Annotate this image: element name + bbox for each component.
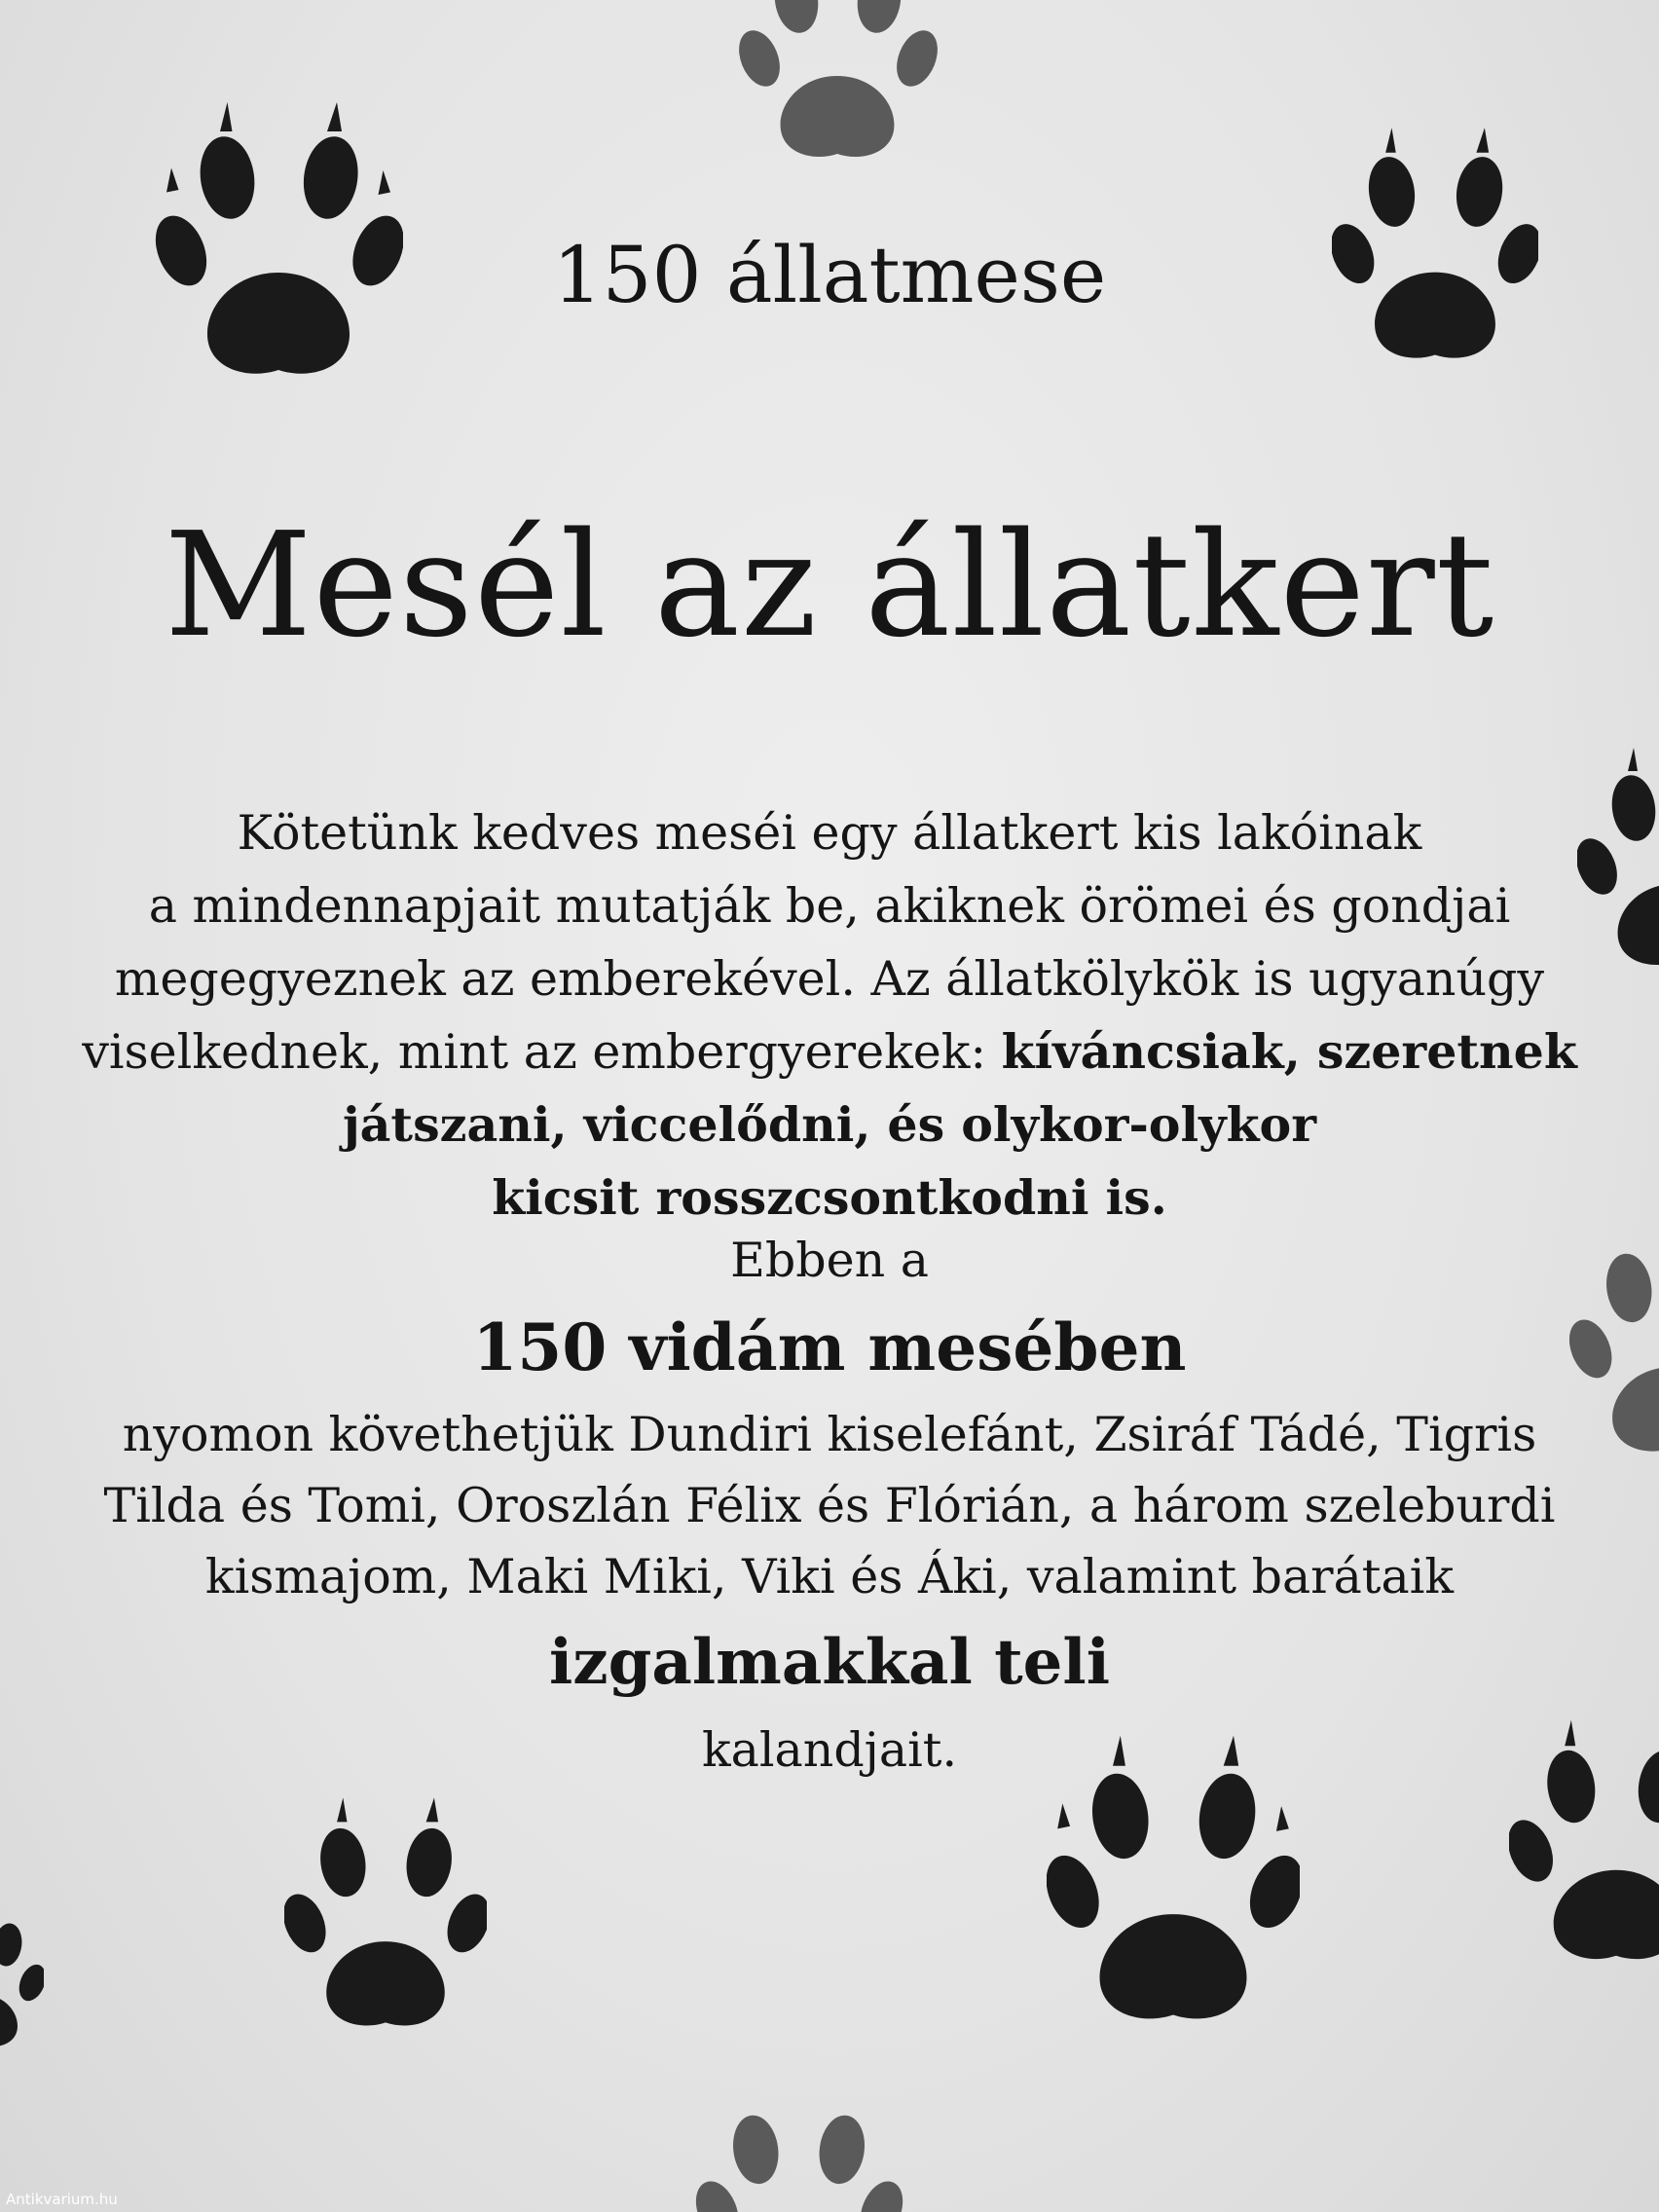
blurb-line: Kötetünk kedves meséi egy állatkert kis lakóinak [237, 805, 1422, 861]
blurb-line: kismajom, Maki Miki, Viki és Áki, valamint barátaik [204, 1549, 1455, 1604]
blurb-line: a mindennapjait mutatják be, akiknek örömei és gondjai [148, 878, 1511, 934]
paw-print-icon [0, 1879, 44, 2074]
blurb-line: Tilda és Tomi, Oroszlán Félix és Flórián, a három szeleburdi [103, 1478, 1556, 1533]
highlight-heading: 150 vidám mesében [472, 1309, 1187, 1385]
book-title: Mesél az állatkert [164, 501, 1495, 669]
blurb-emphasis: kíváncsiak, szeretnek [1001, 1023, 1577, 1080]
blurb-line [0, 1015, 1659, 1088]
paw-print-icon [725, 0, 949, 166]
blurb-line: kalandjait. [701, 1722, 958, 1778]
series-title: 150 állatmese [552, 230, 1107, 320]
watermark: Antikvarium.hu [6, 2191, 118, 2208]
blurb-emphasis-line: játszani, viccelődni, és olykor-olykor [342, 1096, 1317, 1153]
blurb-emphasis-line: kicsit rosszcsontkodni is. [492, 1169, 1167, 1226]
blurb-line: megegyeznek az emberekével. Az állatkölykök is ugyanúgy [114, 951, 1545, 1007]
paw-print-icon [682, 2079, 915, 2212]
blurb-text: viselkednek, mint az embergyerekek: [82, 1024, 1002, 1080]
paw-print-icon [284, 1782, 487, 2045]
blurb-line: Ebben a [730, 1233, 929, 1288]
blurb-line: nyomon követhetjük Dundiri kiselefánt, Zsiráf Tádé, Tigris [122, 1407, 1537, 1462]
highlight-heading: izgalmakkal teli [548, 1626, 1111, 1699]
